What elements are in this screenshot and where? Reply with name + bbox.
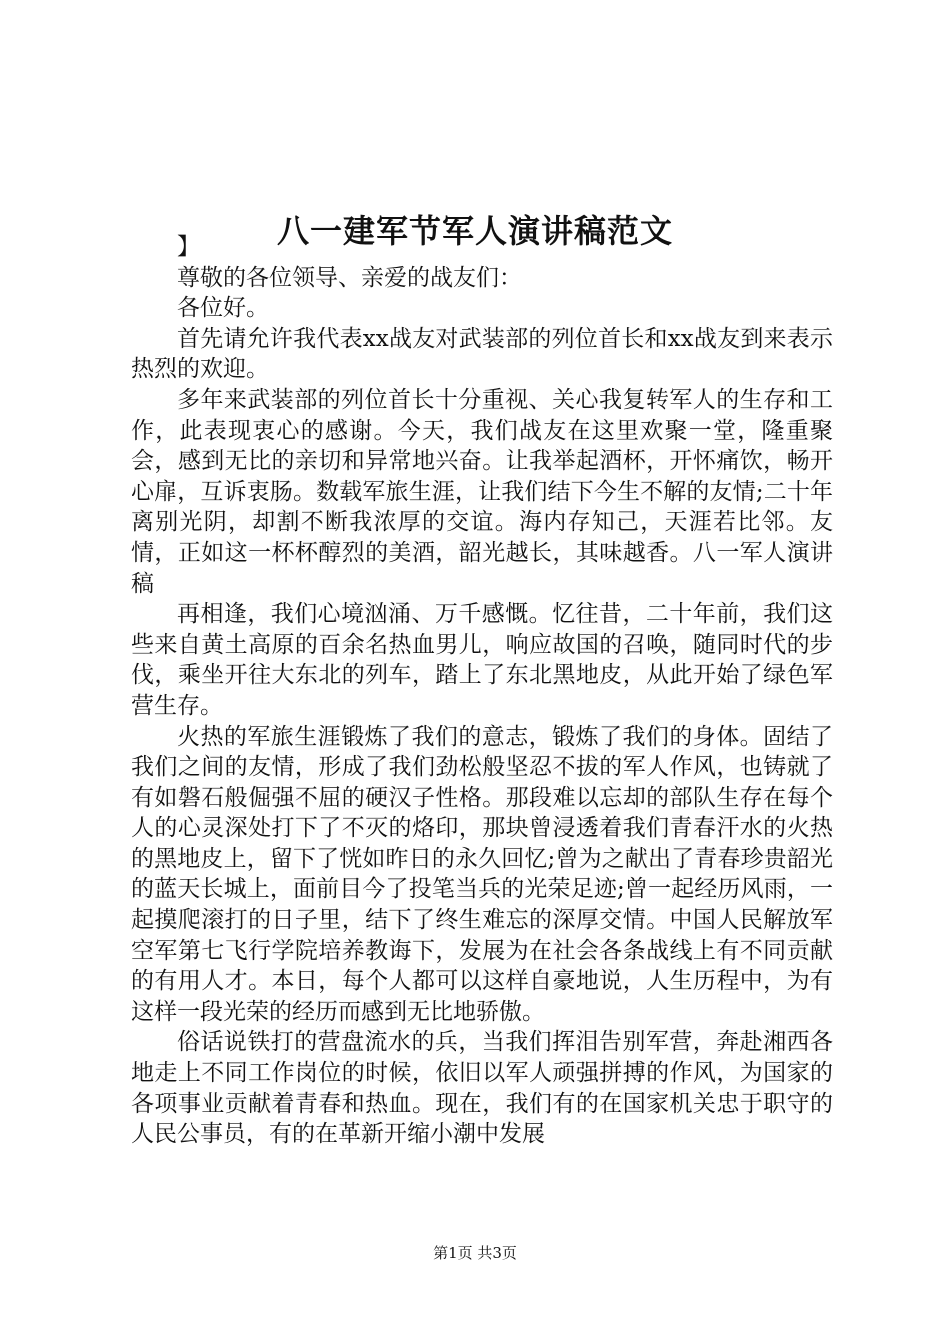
paragraph-after-service: 俗话说铁打的营盘流水的兵，当我们挥泪告别军营，奔赴湘西各地走上不同工作岗位的时候，依旧以军人顽强拼搏的作风，为国家的各项事业贡献着青春和热血。现在，我们有的在国家机关忠于职守的人民公事员，有的在革新开缩小潮中发展 <box>131 1029 833 1148</box>
page-footer: 第1页 共3页 <box>433 1244 517 1262</box>
paragraph-bracket: 】 <box>177 234 200 260</box>
paragraph-welcome: 首先请允许我代表xx战友对武装部的列位首长和xx战友到来表示热烈的欢迎。 <box>131 325 833 383</box>
document-body <box>131 232 833 1150</box>
paragraph-reunion: 再相逢，我们心境汹涌、万千感慨。忆往昔，二十年前，我们这些来自黄土高原的百余名热血男儿，响应故国的召唤，随同时代的步伐，乘坐开往大东北的列车，踏上了东北黑地皮，从此开始了绿色军营生存。 <box>131 601 833 719</box>
paragraph-gratitude: 多年来武装部的列位首长十分重视、关心我复转军人的生存和工作，此表现衷心的感谢。今天，我们战友在这里欢聚一堂，隆重聚会，感到无比的亲切和异常地兴奋。让我举起酒杯，开怀痛饮，畅开心扉，互诉衷肠。数载军旅生涯，让我们结下今生不解的友情;二十年离别光阴，却割不断我浓厚的交谊。海内存知己，天涯若比邻。友情，正如这一杯杯醇烈的美酒，韶光越长，其味越香。八一军人演讲稿 <box>131 386 833 597</box>
page-title: 八一建军节军人演讲稿范文 <box>276 212 673 251</box>
paragraph-greeting: 各位好。 <box>177 295 269 322</box>
paragraph-military-life: 火热的军旅生涯锻炼了我们的意志，锻炼了我们的身体。固结了我们之间的友情，形成了我们劲松般坚忍不拔的军人作风，也铸就了有如磐石般倔强不屈的硬汉子性格。那段难以忘却的部队生存在每个人的心灵深处打下了不灭的烙印，那块曾浸透着我们青春汗水的火热的黑地皮上，留下了恍如昨日的永久回忆;曾为之献出了青春珍贵韶光的蓝天长城上，面前目今了投笔当兵的光荣足迹;曾一起经历风雨，一起摸爬滚打的日子里，结下了终生难忘的深厚交情。中国人民解放军空军第七飞行学院培养教诲下，发展为在社会各条战线上有不同贡献的有用人才。本日，每个人都可以这样自豪地说，人生历程中，为有这样一段光荣的经历而感到无比地骄傲。 <box>131 723 833 1025</box>
paragraph-salutation: 尊敬的各位领导、亲爱的战友们： <box>177 264 522 291</box>
